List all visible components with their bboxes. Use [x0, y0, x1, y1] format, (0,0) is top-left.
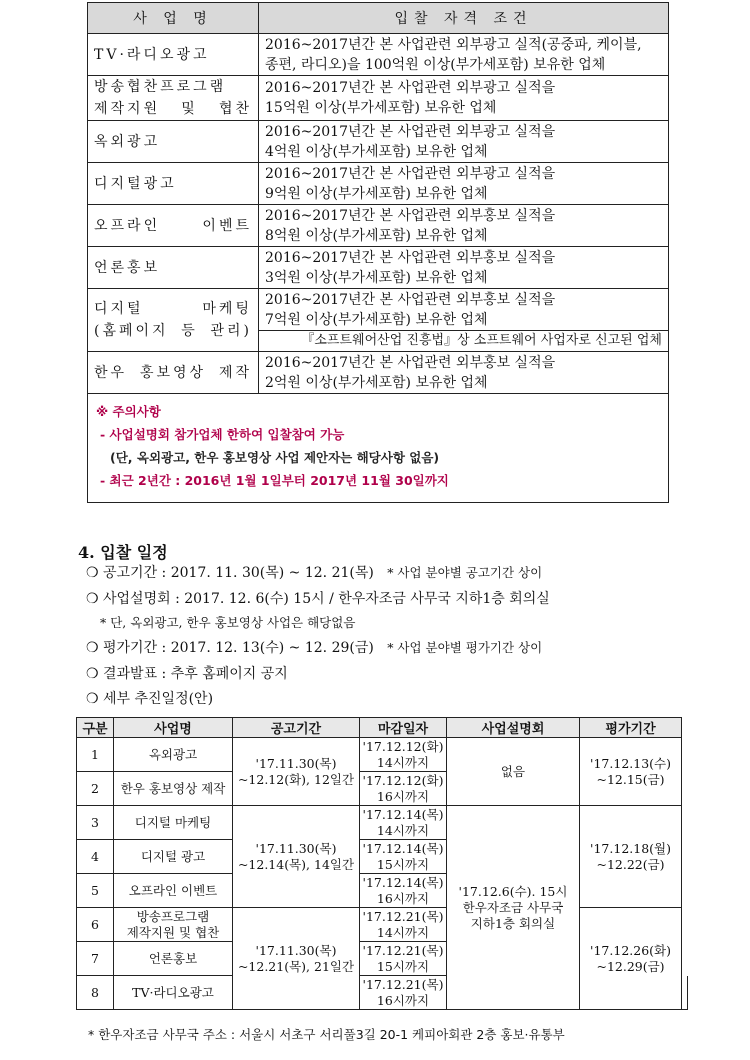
header-eval: 평가기간 [580, 718, 682, 738]
bullet-detail: ❍ 세부 추진일정(안) [86, 691, 214, 707]
row-deadline: '17.12.12(화) 14시까지 [360, 738, 447, 772]
header-name: 사업명 [114, 718, 233, 738]
bullet-announce: ❍ 공고기간 : 2017. 11. 30(목) ~ 12. 21(목) * 사업 분야별 공고기간 상이 [86, 565, 543, 581]
eval-period: '17.12.18(월) ~12.22(금) [580, 806, 682, 908]
header-announce: 공고기간 [233, 718, 360, 738]
table-row [77, 908, 688, 942]
condition: 2016~2017년간 본 사업관련 외부광고 실적을 15억원 이상(부가세포함) 보유한 업체 [259, 76, 669, 121]
condition-extra: 『소프트웨어산업 진흥법』상 소프트웨어 사업자로 신고된 업체 [259, 331, 669, 352]
row-no: 3 [77, 806, 114, 840]
row-name: 디지털 광고 [114, 840, 233, 874]
biz-name: 디지털광고 [88, 163, 259, 205]
notes-box [88, 394, 669, 503]
bullet-briefing-note: * 단, 옥외광고, 한우 홍보영상 사업은 해당없음 [100, 615, 356, 630]
condition: 2016~2017년간 본 사업관련 외부광고 실적(공중파, 케이블, 종편, 라디오)을 100억원 이상(부가세포함) 보유한 업체 [259, 34, 669, 76]
bullet-eval: ❍ 평가기간 : 2017. 12. 13(수) ~ 12. 29(금) * 사업 분야별 평가기간 상이 [86, 640, 543, 656]
biz-name: 디지털 마케팅 (홈페이지 등 관리) [88, 289, 259, 352]
notes-line: - 사업설명회 참가업체 한하여 입찰참여 가능 [100, 427, 345, 442]
schedule-table [76, 717, 688, 1010]
row-no: 4 [77, 840, 114, 874]
notes-line: (단, 옥외광고, 한우 홍보영상 사업 제안자는 해당사항 없음) [110, 450, 440, 465]
row-deadline: '17.12.14(목) 16시까지 [360, 874, 447, 908]
header-no: 구분 [77, 718, 114, 738]
qualification-table [87, 2, 669, 503]
condition: 2016~2017년간 본 사업관련 외부광고 실적을 4억원 이상(부가세포함) 보유한 업체 [259, 121, 669, 163]
row-name: TV·라디오광고 [114, 976, 233, 1010]
table-row [88, 205, 669, 247]
row-name: 방송프로그램 제작지원 및 협찬 [114, 908, 233, 942]
biz-name: 한우 홍보영상 제작 [88, 352, 259, 394]
biz-name: 오프라인 이벤트 [88, 205, 259, 247]
row-name: 언론홍보 [114, 942, 233, 976]
briefing-none: 없음 [447, 738, 580, 806]
header-briefing: 사업설명회 [447, 718, 580, 738]
row-no: 5 [77, 874, 114, 908]
table-row [88, 76, 669, 121]
table-row [88, 247, 669, 289]
table-row [88, 289, 669, 331]
section-title: 4. 입찰 일정 [78, 543, 168, 562]
row-name: 디지털 마케팅 [114, 806, 233, 840]
biz-name: TV·라디오광고 [88, 34, 259, 76]
condition: 2016~2017년간 본 사업관련 외부홍보 실적을 8억원 이상(부가세포함) 보유한 업체 [259, 205, 669, 247]
row-deadline: '17.12.21(목) 16시까지 [360, 976, 447, 1010]
table-row [88, 352, 669, 394]
briefing-empty [682, 976, 688, 1010]
row-deadline: '17.12.21(목) 15시까지 [360, 942, 447, 976]
bullet-briefing: ❍ 사업설명회 : 2017. 12. 6(수) 15시 / 한우자조금 사무국 지하1층 회의실 [86, 591, 550, 607]
row-deadline: '17.12.12(화) 16시까지 [360, 772, 447, 806]
table-row [77, 738, 688, 772]
condition: 2016~2017년간 본 사업관련 외부홍보 실적을 2억원 이상(부가세포함) 보유한 업체 [259, 352, 669, 394]
biz-name: 옥외광고 [88, 121, 259, 163]
condition: 2016~2017년간 본 사업관련 외부홍보 실적을 7억원 이상(부가세포함) 보유한 업체 [259, 289, 669, 331]
notes-title: ※ 주의사항 [96, 404, 161, 419]
row-no: 1 [77, 738, 114, 772]
table-row [88, 34, 669, 76]
row-no: 8 [77, 976, 114, 1010]
row-name: 옥외광고 [114, 738, 233, 772]
eval-period: '17.12.13(수) ~12.15(금) [580, 738, 682, 806]
bullet-result: ❍ 결과발표 : 추후 홈페이지 공지 [86, 666, 288, 682]
header-cond: 입찰 자격 조건 [259, 3, 669, 34]
header-biz: 사 업 명 [88, 3, 259, 34]
footer-address: * 한우자조금 사무국 주소 : 서울시 서초구 서리풀3길 20-1 케피아회관 2층 홍보·유통부 [88, 1027, 565, 1042]
row-deadline: '17.12.21(목) 14시까지 [360, 908, 447, 942]
row-no: 7 [77, 942, 114, 976]
condition: 2016~2017년간 본 사업관련 외부홍보 실적을 3억원 이상(부가세포함) 보유한 업체 [259, 247, 669, 289]
announce-period: '17.11.30(목) ~12.21(목), 21일간 [233, 908, 360, 1010]
eval-period: '17.12.26(화) ~12.29(금) [580, 908, 682, 1010]
row-name: 한우 홍보영상 제작 [114, 772, 233, 806]
notes-line: - 최근 2년간 : 2016년 1월 1일부터 2017년 11월 30일까지 [100, 473, 449, 488]
table-row [88, 163, 669, 205]
table-row [77, 806, 688, 840]
row-no: 2 [77, 772, 114, 806]
row-no: 6 [77, 908, 114, 942]
biz-name: 방송협찬프로그램 제작지원 및 협찬 [88, 76, 259, 121]
row-deadline: '17.12.14(목) 14시까지 [360, 806, 447, 840]
biz-name: 언론홍보 [88, 247, 259, 289]
condition: 2016~2017년간 본 사업관련 외부광고 실적을 9억원 이상(부가세포함) 보유한 업체 [259, 163, 669, 205]
row-name: 오프라인 이벤트 [114, 874, 233, 908]
announce-period: '17.11.30(목) ~12.12(화), 12일간 [233, 738, 360, 806]
row-deadline: '17.12.14(목) 15시까지 [360, 840, 447, 874]
briefing-held: '17.12.6(수). 15시 한우자조금 사무국 지하1층 회의실 [447, 806, 580, 1010]
header-deadline: 마감일자 [360, 718, 447, 738]
announce-period: '17.11.30(목) ~12.14(목), 14일간 [233, 806, 360, 908]
table-row [88, 121, 669, 163]
